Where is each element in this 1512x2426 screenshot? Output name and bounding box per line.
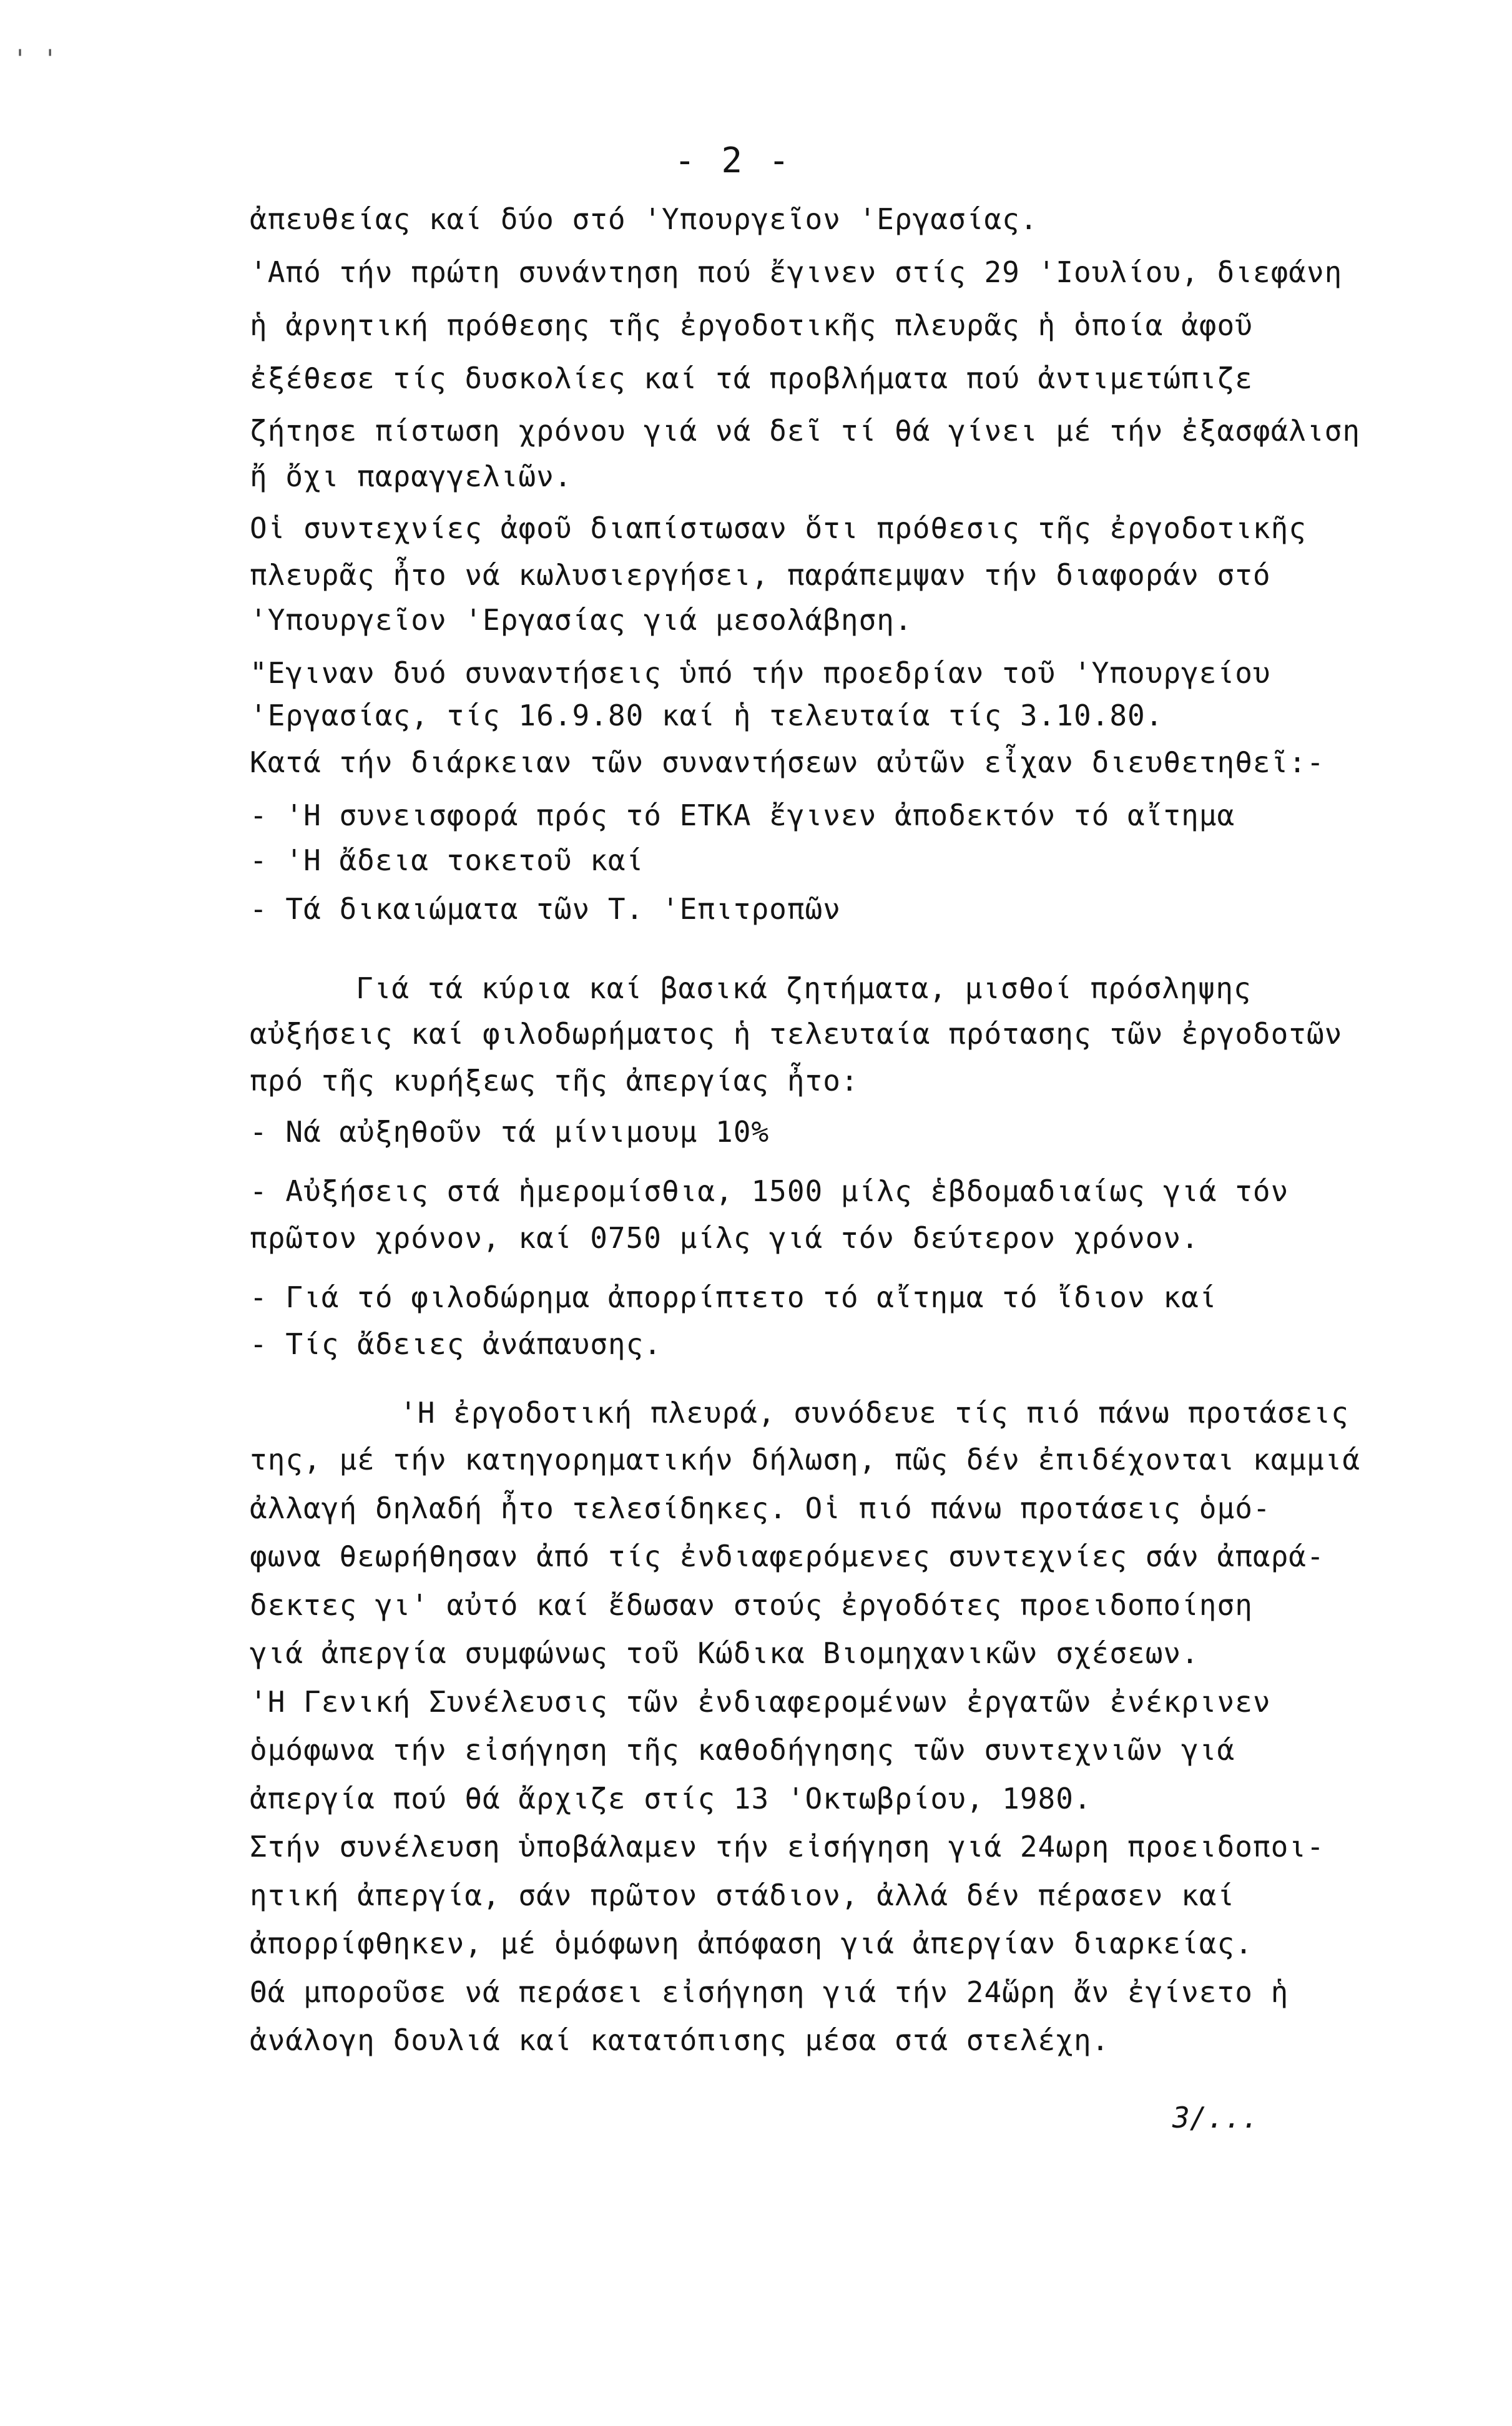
text-line: Γιά τά κύρια καί βασικά ζητήματα, μισθοί πρόσληψης — [356, 971, 1252, 1005]
text-line: πλευρᾶς ἦτο νά κωλυσιεργήσει, παράπεμψαν τήν διαφοράν στό — [250, 558, 1271, 592]
text-line: Κατά τήν διάρκειαν τῶν συναντήσεων αὐτῶν εἶχαν διευθετηθεῖ:- — [250, 745, 1325, 779]
text-line: 'Υπουργεῖον 'Εργασίας γιά μεσολάβηση. — [250, 603, 913, 637]
text-line: πρῶτον χρόνον, καί 0750 μίλς γιά τόν δεύτερον χρόνον. — [250, 1221, 1199, 1255]
text-line: 'Από τήν πρώτη συνάντηση πού ἔγινεν στίς 29 'Ιουλίου, διεφάνη — [250, 255, 1343, 289]
text-line: της, μέ τήν κατηγορηματικήν δήλωση, πῶς δέν ἐπιδέχονται καμμιά — [250, 1443, 1361, 1476]
text-line: ζήτησε πίστωση χρόνου γιά νά δεῖ τί θά γίνει μέ τήν ἐξασφάλιση — [250, 414, 1361, 448]
text-line: Οἱ συντεχνίες ἀφοῦ διαπίστωσαν ὅτι πρόθεσις τῆς ἐργοδοτικῆς — [250, 511, 1307, 545]
list-item: - 'Η συνεισφορά πρός τό ΕΤΚΑ ἔγινεν ἀποδεκτόν τό αἴτημα — [250, 798, 1235, 832]
list-item: - Νά αὐξηθοῦν τά μίνιμουμ 10% — [250, 1115, 770, 1149]
page-number: - 2 - — [674, 140, 792, 181]
text-line: ἀπευθείας καί δύο στό 'Υπουργεῖον 'Εργασίας. — [250, 202, 1038, 236]
text-line: 'Η ἐργοδοτική πλευρά, συνόδευε τίς πιό πάνω προτάσεις — [400, 1396, 1349, 1430]
text-line: ὁμόφωνα τήν εἰσήγηση τῆς καθοδήγησης τῶν συντεχνιῶν γιά — [250, 1733, 1235, 1767]
text-line: "Εγιναν δυό συναντήσεις ὑπό τήν προεδρίαν τοῦ 'Υπουργείου — [250, 656, 1271, 690]
continuation-mark: 3/... — [1172, 2101, 1259, 2134]
text-line: Στήν συνέλευση ὑποβάλαμεν τήν εἰσήγηση γιά 24ωρη προειδοποι- — [250, 1830, 1325, 1864]
text-line: φωνα θεωρήθησαν ἀπό τίς ἐνδιαφερόμενες συντεχνίες σάν ἀπαρά- — [250, 1540, 1325, 1573]
text-line: 'Η Γενική Συνέλευσις τῶν ἐνδιαφερομένων ἐργατῶν ἐνέκρινεν — [250, 1685, 1271, 1719]
text-line: ἀλλαγή δηλαδή ἦτο τελεσίδηκες. Οἱ πιό πάνω προτάσεις ὁμό- — [250, 1491, 1271, 1525]
list-item: - Τά δικαιώματα τῶν Τ. 'Επιτροπῶν — [250, 892, 841, 926]
text-line: ἡ ἀρνητική πρόθεσης τῆς ἐργοδοτικῆς πλευρᾶς ἡ ὁποία ἀφοῦ — [250, 308, 1253, 342]
text-line: αὐξήσεις καί φιλοδωρήματος ἡ τελευταία πρότασης τῶν ἐργοδοτῶν — [250, 1017, 1343, 1051]
text-line: δεκτες γι' αὐτό καί ἔδωσαν στούς ἐργοδότες προειδοποίηση — [250, 1588, 1253, 1622]
list-item: - 'Η ἄδεια τοκετοῦ καί — [250, 843, 644, 877]
text-line: 'Εργασίας, τίς 16.9.80 καί ἡ τελευταία τίς 3.10.80. — [250, 699, 1164, 732]
list-item: - Αὐξήσεις στά ἡμερομίσθια, 1500 μίλς ἑβδομαδιαίως γιά τόν — [250, 1174, 1289, 1208]
text-line: πρό τῆς κυρήξεως τῆς ἀπεργίας ἦτο: — [250, 1064, 859, 1098]
list-item: - Γιά τό φιλοδώρημα ἀπορρίπτετο τό αἴτημα τό ἴδιον καί — [250, 1280, 1217, 1314]
text-line: ἀνάλογη δουλιά καί κατατόπισης μέσα στά στελέχη. — [250, 2023, 1110, 2057]
text-line: ητική ἀπεργία, σάν πρῶτον στάδιον, ἀλλά δέν πέρασεν καί — [250, 1878, 1235, 1912]
text-line: Θά μποροῦσε νά περάσει εἰσήγηση γιά τήν 24ὥρη ἄν ἐγίνετο ἡ — [250, 1975, 1289, 2009]
text-line: ἐξέθεσε τίς δυσκολίες καί τά προβλήματα πού ἀντιμετώπιζε — [250, 361, 1253, 395]
text-line: γιά ἀπεργία συμφώνως τοῦ Κώδικα Βιομηχανικῶν σχέσεων. — [250, 1636, 1199, 1670]
text-line: ἤ ὄχι παραγγελιῶν. — [250, 459, 572, 493]
text-line: ἀπεργία πού θά ἄρχιζε στίς 13 'Οκτωβρίου, 1980. — [250, 1782, 1092, 1815]
corner-mark: ' ' — [12, 45, 58, 74]
text-line: ἀπορρίφθηκεν, μέ ὁμόφωνη ἀπόφαση γιά ἀπεργίαν διαρκείας. — [250, 1927, 1253, 1960]
list-item: - Τίς ἄδειες ἀνάπαυσης. — [250, 1327, 662, 1361]
